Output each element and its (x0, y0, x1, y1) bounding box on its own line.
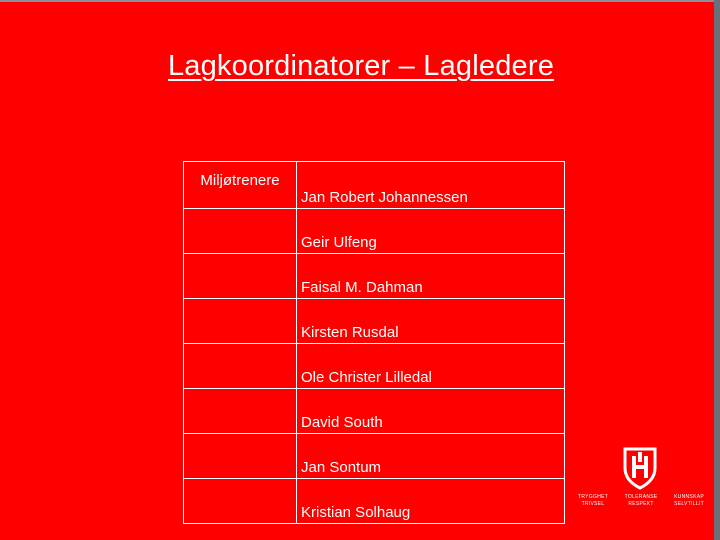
name-cell: Kirsten Rusdal (297, 299, 565, 344)
motto-text: SELVTILLIT (674, 501, 704, 507)
motto-group (625, 494, 658, 508)
table-row (184, 162, 565, 209)
table-row (184, 389, 565, 434)
motto-text: KUNNSKAP (674, 494, 704, 500)
motto-group (674, 494, 704, 508)
motto-group (578, 494, 608, 508)
name-cell: Faisal M. Dahman (297, 254, 565, 299)
motto-text: TRYGGHET (578, 494, 609, 500)
motto-text: TRIVSEL (581, 501, 605, 507)
name-cell: Ole Christer Lilledal (297, 344, 565, 389)
name-cell: Kristian Solhaug (297, 479, 565, 524)
name-cell: Jan Sontum (297, 434, 565, 479)
club-logo (578, 442, 704, 512)
table-row (184, 299, 565, 344)
shield-emblem-icon (622, 446, 658, 490)
name-cell: David South (297, 389, 565, 434)
slide-title: Lagkoordinatorer – Lagledere (167, 50, 555, 82)
motto-text: TOLERANSE (624, 494, 658, 500)
role-label: Miljøtrenere (184, 162, 297, 209)
empty-role-cell (184, 254, 297, 299)
window-top-border (0, 0, 720, 2)
empty-role-cell (184, 209, 297, 254)
table-row (184, 254, 565, 299)
name-cell: Geir Ulfeng (297, 209, 565, 254)
logo-mottos (578, 494, 704, 508)
name-cell: Jan Robert Johannessen (297, 162, 565, 209)
empty-role-cell (184, 299, 297, 344)
motto-text: RESPEKT (628, 501, 654, 507)
table-row (184, 479, 565, 524)
empty-role-cell (184, 389, 297, 434)
empty-role-cell (184, 479, 297, 524)
empty-role-cell (184, 344, 297, 389)
table-row (184, 434, 565, 479)
table-row (184, 344, 565, 389)
roster-table (183, 161, 565, 524)
empty-role-cell (184, 434, 297, 479)
table-row (184, 209, 565, 254)
